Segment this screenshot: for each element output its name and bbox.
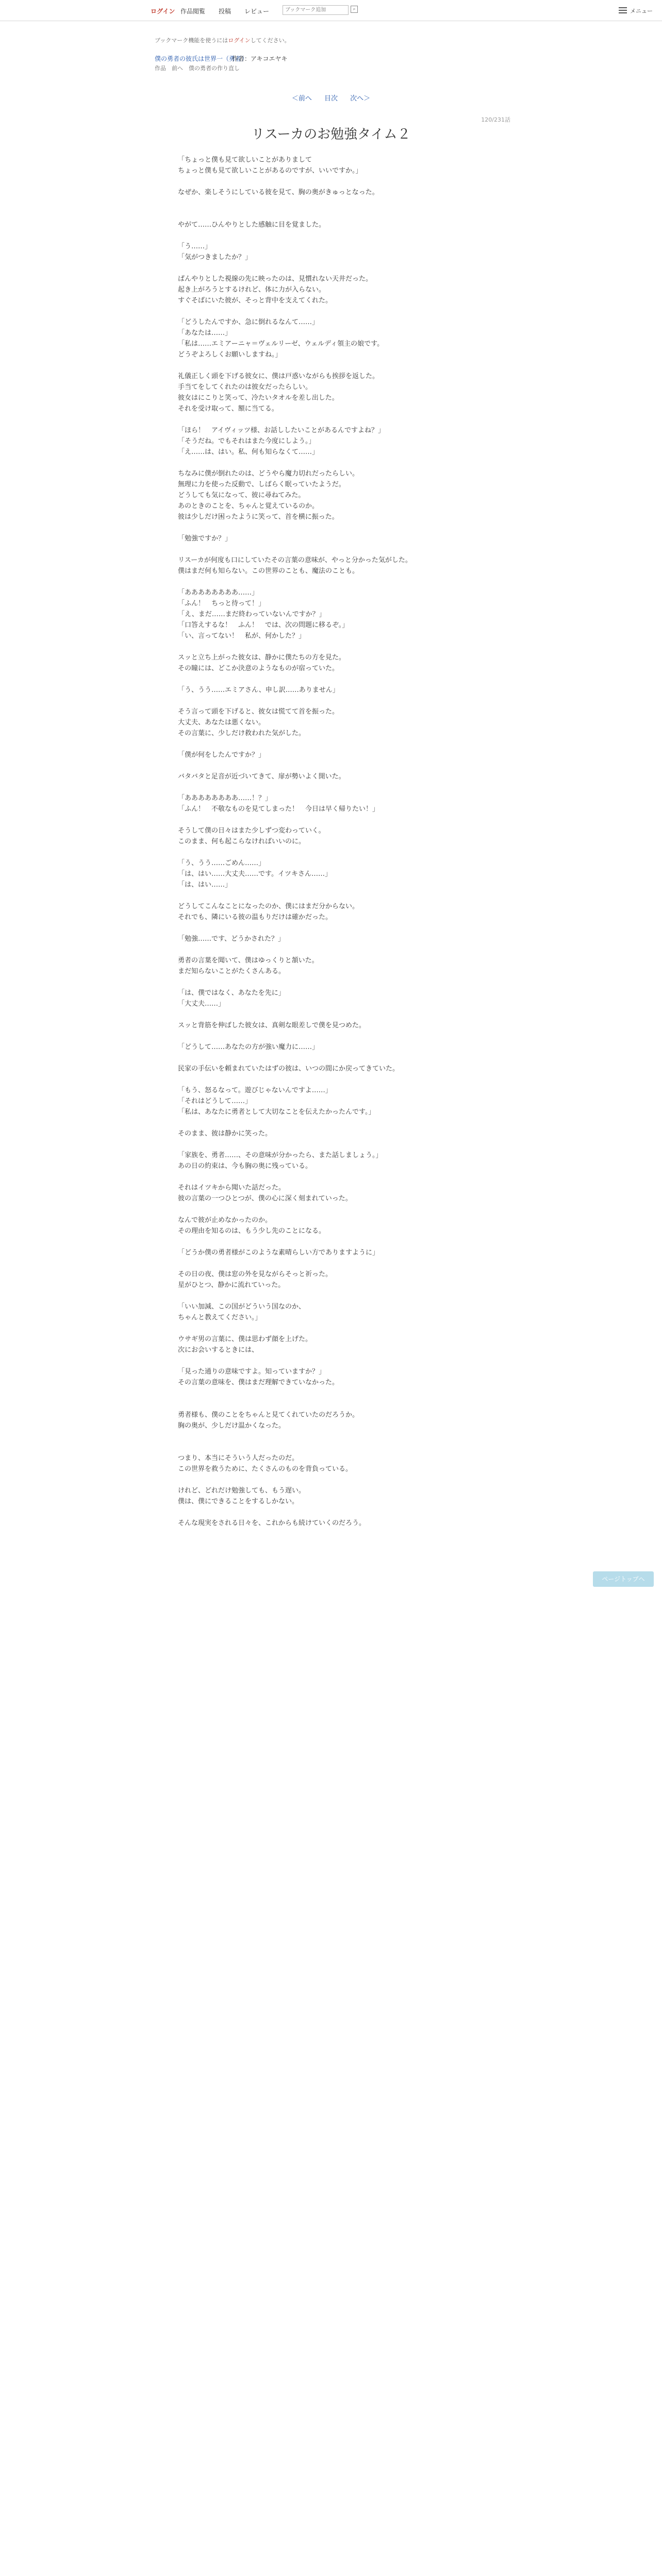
body-paragraph: 「は、僕ではなく、あなたを先に」 <box>178 989 285 997</box>
nav-browse[interactable]: 作品閲覧 <box>180 8 206 15</box>
body-paragraph: その理由を知るのは、もう少し先のことになる。 <box>178 1227 326 1235</box>
body-paragraph <box>178 263 482 274</box>
body-paragraph <box>178 230 482 241</box>
body-paragraph: 彼は少しだけ困ったように笑って、首を横に振った。 <box>178 513 339 521</box>
body-paragraph <box>178 890 482 901</box>
body-paragraph <box>178 414 482 425</box>
body-paragraph <box>178 815 482 825</box>
body-paragraph <box>178 577 482 587</box>
body-paragraph: 「ああああああああ……」 <box>178 589 259 597</box>
body-paragraph: なぜか、楽しそうにしている彼を見て、胸の奥がきゅっとなった。 <box>178 189 379 196</box>
body-paragraph: 「もう、怒るなって。遊びじゃないんですよ……」 <box>178 1087 332 1094</box>
body-paragraph: 手当てをしてくれたのは彼女だったらしい。 <box>178 383 312 391</box>
body-paragraph <box>178 782 482 793</box>
body-paragraph <box>178 760 482 771</box>
body-paragraph: 「口答えするな！ ふん！ では、次の問題に移るぞ。」 <box>178 621 349 629</box>
body-paragraph: 勇者様も、僕のことをちゃんと見てくれていたのだろうか。 <box>178 1411 359 1419</box>
body-paragraph: スッと立ち上がった彼女は、静かに僕たちの方を見た。 <box>178 654 345 662</box>
next-link[interactable]: 次へ＞ <box>350 95 371 103</box>
episode-title: リスーカのお勉強タイム２ <box>251 127 411 142</box>
body-paragraph: 「う、うう……ごめん……」 <box>178 859 266 867</box>
body-paragraph: 勇者の言葉を聞いて、僕はゆっくりと頷いた。 <box>178 957 319 964</box>
body-paragraph: あのときのことを、ちゃんと覚えているのか。 <box>178 502 319 510</box>
body-paragraph: 次にお会いするときには、 <box>178 1346 259 1354</box>
body-paragraph <box>178 944 482 955</box>
body-paragraph: このまま、何も起こらなければいいのに。 <box>178 838 306 845</box>
body-paragraph: 「う、うう……エミアさん、申し訳……ありません」 <box>178 686 339 694</box>
body-paragraph: やがて……ひんやりとした感触に目を覚ました。 <box>178 221 326 229</box>
body-paragraph <box>178 1074 482 1085</box>
body-paragraph: ウサギ男の言葉に、僕は思わず顔を上げた。 <box>178 1335 312 1343</box>
body-paragraph: 「は、はい……」 <box>178 881 232 889</box>
body-paragraph: 「見った通りの意味ですよ。知っていますか？」 <box>178 1368 326 1376</box>
body-paragraph <box>178 1236 482 1247</box>
body-paragraph: この世界を救うために、たくさんのものを背負っている。 <box>178 1465 353 1473</box>
body-paragraph: 「気がつきましたか？」 <box>178 253 252 261</box>
body-paragraph: 「う……」 <box>178 243 212 250</box>
breadcrumb: 作品 前へ 僕の勇者の作り直し <box>155 65 240 72</box>
body-paragraph: ぱんやりとした視線の先に映ったのは、見慣れない天井だった。 <box>178 275 373 283</box>
body-paragraph: ちょっと僕も見て欲しいことがあるのですが、いいですか。」 <box>178 167 362 175</box>
body-paragraph <box>178 1507 482 1518</box>
body-paragraph <box>178 209 482 219</box>
body-paragraph: そうして僕の日々はまた少しずつ変わっていく。 <box>178 827 325 835</box>
body-paragraph: 「ああああああああ……！？」 <box>178 794 272 802</box>
body-paragraph: 大丈夫、あなたは悪くない。 <box>178 719 266 726</box>
body-paragraph <box>178 1388 482 1399</box>
body-paragraph: 起き上がろうとするけれど、体に力が入らない。 <box>178 286 326 294</box>
body-paragraph: まだ知らないことがたくさんある。 <box>178 968 286 975</box>
body-paragraph: けれど、どれだけ勉強しても、もう遅い。 <box>178 1487 306 1495</box>
body-paragraph: 「大丈夫……」 <box>178 1000 225 1008</box>
body-paragraph <box>178 923 482 934</box>
body-paragraph: 「ふん！ ちっと待って！」 <box>178 600 266 607</box>
body-paragraph: 僕はまだ何も知らない。この世界のことも、魔法のことも。 <box>178 567 359 575</box>
nav-review[interactable]: レビュー <box>244 8 270 15</box>
body-paragraph <box>178 1139 482 1150</box>
body-paragraph: 「は、はい……大丈夫……です。イツキさん……」 <box>178 870 332 878</box>
body-paragraph <box>178 1355 482 1366</box>
search-icon[interactable]: ⌕ <box>351 6 358 13</box>
body-paragraph: 胸の奥が、少しだけ温かくなった。 <box>178 1422 286 1430</box>
nav-post[interactable]: 投稿 <box>219 8 231 15</box>
body-paragraph: 彼の言葉の一つひとつが、僕の心に深く刻まれていった。 <box>178 1195 352 1202</box>
body-paragraph: 「家族を、勇者……、その意味が分かったら、また話しましょう。」 <box>178 1151 383 1159</box>
body-paragraph <box>178 696 482 706</box>
body-paragraph: 「あなたは……」 <box>178 329 232 337</box>
body-paragraph <box>178 306 482 317</box>
body-paragraph: スッと背筋を伸ばした彼女は、真剣な眼差しで僕を見つめた。 <box>178 1022 366 1029</box>
body-paragraph: 「勉強ですか？」 <box>178 535 232 543</box>
body-paragraph: 「勉強……です、どうかされた？」 <box>178 935 285 943</box>
menu-label[interactable]: メニュー <box>630 8 653 14</box>
body-paragraph: それを受け取って、額に当てる。 <box>178 405 278 413</box>
body-paragraph: つまり、本当にそういう人だったのだ。 <box>178 1454 299 1462</box>
body-paragraph <box>178 1291 482 1301</box>
body-paragraph: そんな現実をされる日々を、これからも続けていくのだろう。 <box>178 1519 366 1527</box>
body-paragraph: 「ほら！ アイヴィッツ様、お話ししたいことがあるんですよね？」 <box>178 427 385 434</box>
body-paragraph <box>178 457 482 468</box>
body-paragraph <box>178 641 482 652</box>
body-paragraph <box>178 1031 482 1042</box>
body-paragraph: なんで彼が止めなかったのか。 <box>178 1216 272 1224</box>
body-paragraph <box>178 977 482 988</box>
body-paragraph: 「え、まだ……まだ終わっていないんですか？」 <box>178 611 326 618</box>
body-paragraph: ちゃんと教えてください。」 <box>178 1314 262 1321</box>
body-paragraph <box>178 1431 482 1442</box>
body-paragraph <box>178 1399 482 1410</box>
body-paragraph: 「私は、あなたに勇者として大切なことを伝えたかったんです。」 <box>178 1108 375 1116</box>
body-paragraph: 「それはどうして……」 <box>178 1097 252 1105</box>
body-paragraph: 「どうしたんですか、急に倒れるなんて……」 <box>178 318 319 326</box>
body-paragraph: 「僕が何をしたんですか？」 <box>178 751 266 759</box>
top-bar <box>0 0 662 21</box>
body-paragraph: 民家の手伝いを頼まれていたはずの彼は、いつの間にか戻ってきていた。 <box>178 1065 400 1073</box>
body-paragraph: それでも、隣にいる彼の温もりだけは確かだった。 <box>178 913 333 921</box>
body-paragraph: 「どうか僕の勇者様がこのような素晴らしい方でありますように」 <box>178 1249 379 1257</box>
body-paragraph: 礼儀正しく頭を下げる彼女に、僕は戸惑いながらも挨拶を返した。 <box>178 372 379 380</box>
body-paragraph: そのまま、彼は静かに笑った。 <box>178 1130 272 1138</box>
body-paragraph: 僕は、僕にできることをするしかない。 <box>178 1498 299 1505</box>
body-paragraph <box>178 1475 482 1485</box>
body-paragraph <box>178 674 482 685</box>
body-paragraph: どうしてこんなことになったのか、僕にはまだ分からない。 <box>178 903 359 910</box>
body-paragraph <box>178 360 482 371</box>
body-paragraph: その言葉に、少しだけ救われた気がした。 <box>178 730 306 737</box>
page-top-button[interactable]: ページトップへ <box>593 1571 654 1587</box>
author-name[interactable]: 作者：アキコエヤキ <box>232 55 288 62</box>
body-paragraph: ちなみに僕が倒れたのは、どうやら魔力切れだったらしい。 <box>178 470 359 478</box>
body-paragraph <box>178 1053 482 1063</box>
body-paragraph <box>178 544 482 555</box>
body-paragraph: どうしても気になって、彼に尋ねてみた。 <box>178 492 305 499</box>
body-paragraph <box>178 739 482 750</box>
body-paragraph <box>178 198 482 209</box>
body-paragraph: 星がひとつ、静かに流れていった。 <box>178 1281 285 1289</box>
body-paragraph: それはイツキから聞いた話だった。 <box>178 1184 286 1192</box>
body-paragraph <box>178 1172 482 1182</box>
body-paragraph: バタバタと足音が近づいてきて、扉が勢いよく開いた。 <box>178 773 345 781</box>
body-paragraph: どうぞよろしくお願いしますね。」 <box>178 351 282 359</box>
body-paragraph: その日の夜、僕は窓の外を見ながらそっと祈った。 <box>178 1270 333 1278</box>
body-paragraph <box>178 1258 482 1269</box>
body-paragraph <box>178 1117 482 1128</box>
body-paragraph: 「ふん！ 不敬なものを見てしまった！ 今日は早く帰りたい！」 <box>178 805 379 813</box>
body-paragraph <box>178 1323 482 1334</box>
body-paragraph: 「え……は、はい。私、何も知らなくて……」 <box>178 448 319 456</box>
prev-link[interactable]: ＜前へ <box>291 95 312 103</box>
body-paragraph <box>178 1442 482 1453</box>
body-paragraph <box>178 1204 482 1215</box>
series-title-link[interactable]: 僕の勇者の彼氏は世界一（勇者） <box>155 55 248 62</box>
body-paragraph: あの日の約束は、今も胸の奥に残っている。 <box>178 1162 312 1170</box>
body-paragraph: その瞳には、どこか決意のようなものが宿っていた。 <box>178 665 339 672</box>
pager-top <box>0 93 662 103</box>
body-paragraph: 彼女はにこりと笑って、冷たいタオルを差し出した。 <box>178 394 339 402</box>
login-notice: ブックマーク機能を使うにはログインしてください。 <box>155 37 290 44</box>
menu-icon[interactable] <box>619 7 627 13</box>
body-paragraph: リスーカが何度も口にしていたその言葉の意味が、やっと分かった気がした。 <box>178 556 412 564</box>
body-paragraph: 無理に力を使った反動で、しばらく眠っていたようだ。 <box>178 481 345 488</box>
body-paragraph: 「どうして……あなたの方が強い魔力に……」 <box>178 1043 319 1051</box>
toc-link[interactable]: 目次 <box>324 95 338 103</box>
body-paragraph: すぐそばにいた彼が、そっと背中を支えてくれた。 <box>178 297 333 304</box>
body-paragraph: 「私は……エミアーニャ＝ヴェルリーゼ、ウェルディ領主の娘です。 <box>178 340 384 348</box>
login-link[interactable]: ログイン <box>151 8 175 15</box>
episode-counter: 120/231話 <box>481 116 510 123</box>
bookmark-search-input[interactable] <box>283 5 349 15</box>
body-paragraph: その言葉の意味を、僕はまだ理解できていなかった。 <box>178 1379 339 1386</box>
episode-body <box>178 155 482 1529</box>
body-paragraph: 「い、言ってない！ 私が、何かした？」 <box>178 632 306 640</box>
body-paragraph: 「そうだね。でもそれはまた今度にしよう。」 <box>178 437 316 445</box>
login-notice-link[interactable]: ログイン <box>228 37 251 44</box>
body-paragraph: 「ちょっと僕も見て欲しいことがありまして <box>178 156 312 164</box>
body-paragraph <box>178 1009 482 1020</box>
body-paragraph <box>178 847 482 858</box>
body-paragraph <box>178 176 482 187</box>
body-paragraph: 「いい加減、この国がどういう国なのか、 <box>178 1303 306 1311</box>
body-paragraph <box>178 522 482 533</box>
body-paragraph: そう言って頭を下げると、彼女は慌てて首を振った。 <box>178 708 339 716</box>
